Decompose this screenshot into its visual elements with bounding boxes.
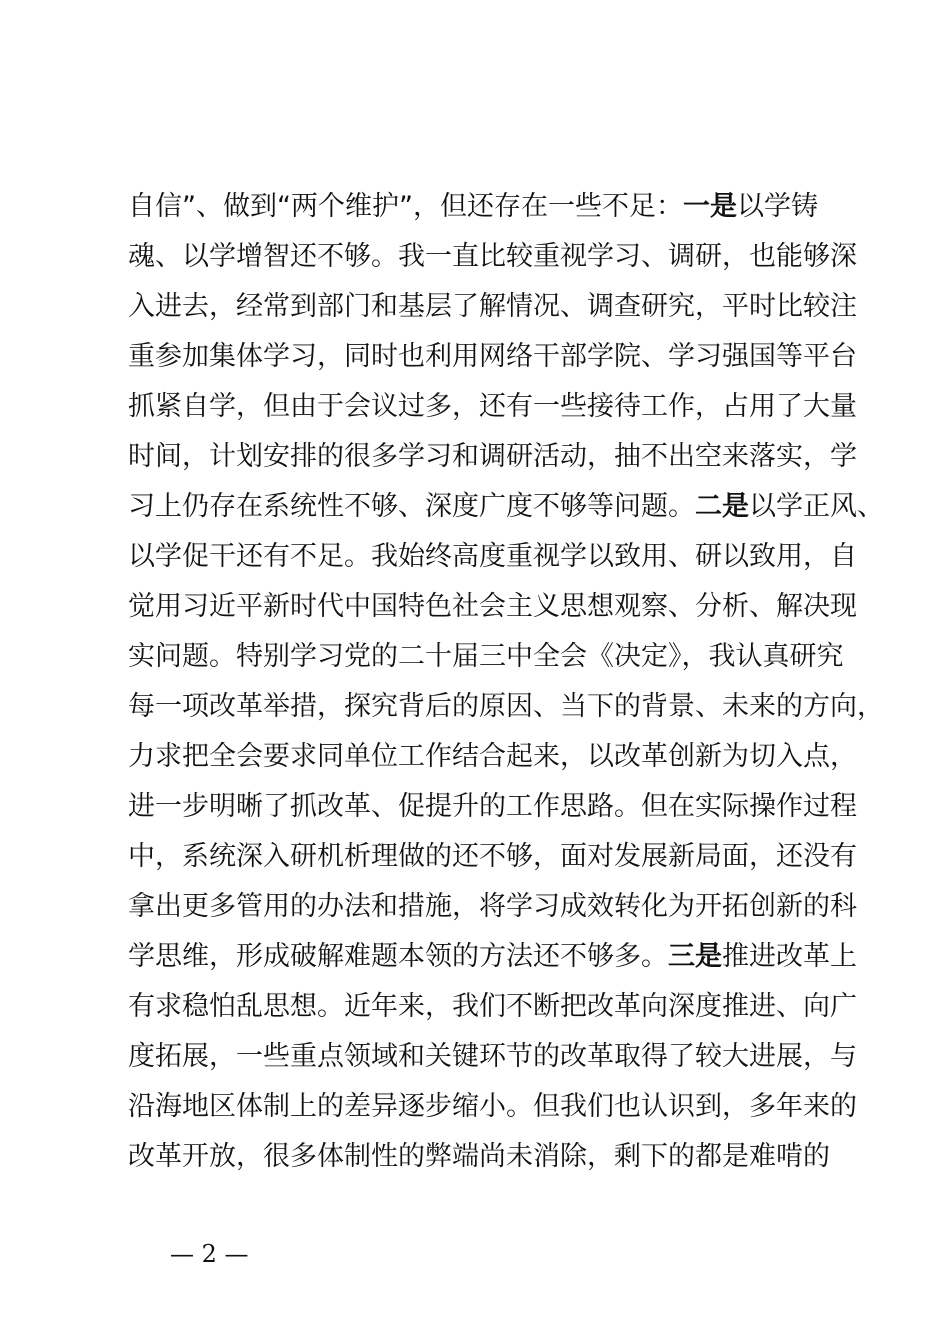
text-line: 抓紧自学，但由于会议过多，还有一些接待工作，占用了大量	[128, 391, 857, 422]
text-line: 中，系统深入研机析理做的还不够，面对发展新局面，还没有	[128, 841, 857, 872]
text-line: 时间，计划安排的很多学习和调研活动，抽不出空来落实，学	[128, 441, 857, 472]
text-segment: 推进改革上	[722, 941, 857, 972]
text-line: 入进去，经常到部门和基层了解情况、调查研究，平时比较注	[128, 291, 857, 322]
page-number: — 2 —	[170, 1240, 249, 1268]
text-line: 力求把全会要求同单位工作结合起来，以改革创新为切入点，	[128, 741, 857, 772]
text-line: 有求稳怕乱思想。近年来，我们不断把改革向深度推进、向广	[128, 991, 857, 1022]
text-line	[128, 182, 858, 232]
text-line	[128, 482, 884, 532]
text-segment: 习上仍存在系统性不够、深度广度不够等问题。	[128, 491, 695, 522]
point-marker-two: 二是	[695, 491, 749, 522]
text-line: 觉用习近平新时代中国特色社会主义思想观察、分析、解决现	[128, 591, 857, 622]
text-line: 以学促干还有不足。我始终高度重视学以致用、研以致用，自	[128, 541, 857, 572]
text-segment: 以学正风、	[749, 491, 884, 522]
point-marker-three: 三是	[668, 941, 722, 972]
text-segment: 学思维，形成破解难题本领的方法还不够多。	[128, 941, 668, 972]
text-line: 改革开放，很多体制性的弊端尚未消除，剩下的都是难啃的	[128, 1141, 830, 1172]
text-line: 重参加集体学习，同时也利用网络干部学院、学习强国等平台	[128, 341, 857, 372]
text-line: 进一步明晰了抓改革、促提升的工作思路。但在实际操作过程	[128, 791, 857, 822]
text-line: 度拓展，一些重点领域和关键环节的改革取得了较大进展，与	[128, 1041, 857, 1072]
text-line: 每一项改革举措，探究背后的原因、当下的背景、未来的方向，	[128, 691, 884, 722]
text-line: 拿出更多管用的办法和措施，将学习成效转化为开拓创新的科	[128, 891, 857, 922]
text-line: 实问题。特别学习党的二十届三中全会《决定》，我认真研究	[128, 641, 844, 672]
body-text	[128, 182, 884, 1182]
text-segment: 自信”、做到“两个维护”，但还存在一些不足：	[128, 191, 683, 222]
point-marker-one: 一是	[682, 191, 737, 222]
text-line: 魂、以学增智还不够。我一直比较重视学习、调研，也能够深	[128, 241, 857, 272]
text-segment: 以学铸	[736, 191, 818, 222]
text-line: 沿海地区体制上的差异逐步缩小。但我们也认识到，多年来的	[128, 1091, 857, 1122]
text-line	[128, 932, 858, 982]
